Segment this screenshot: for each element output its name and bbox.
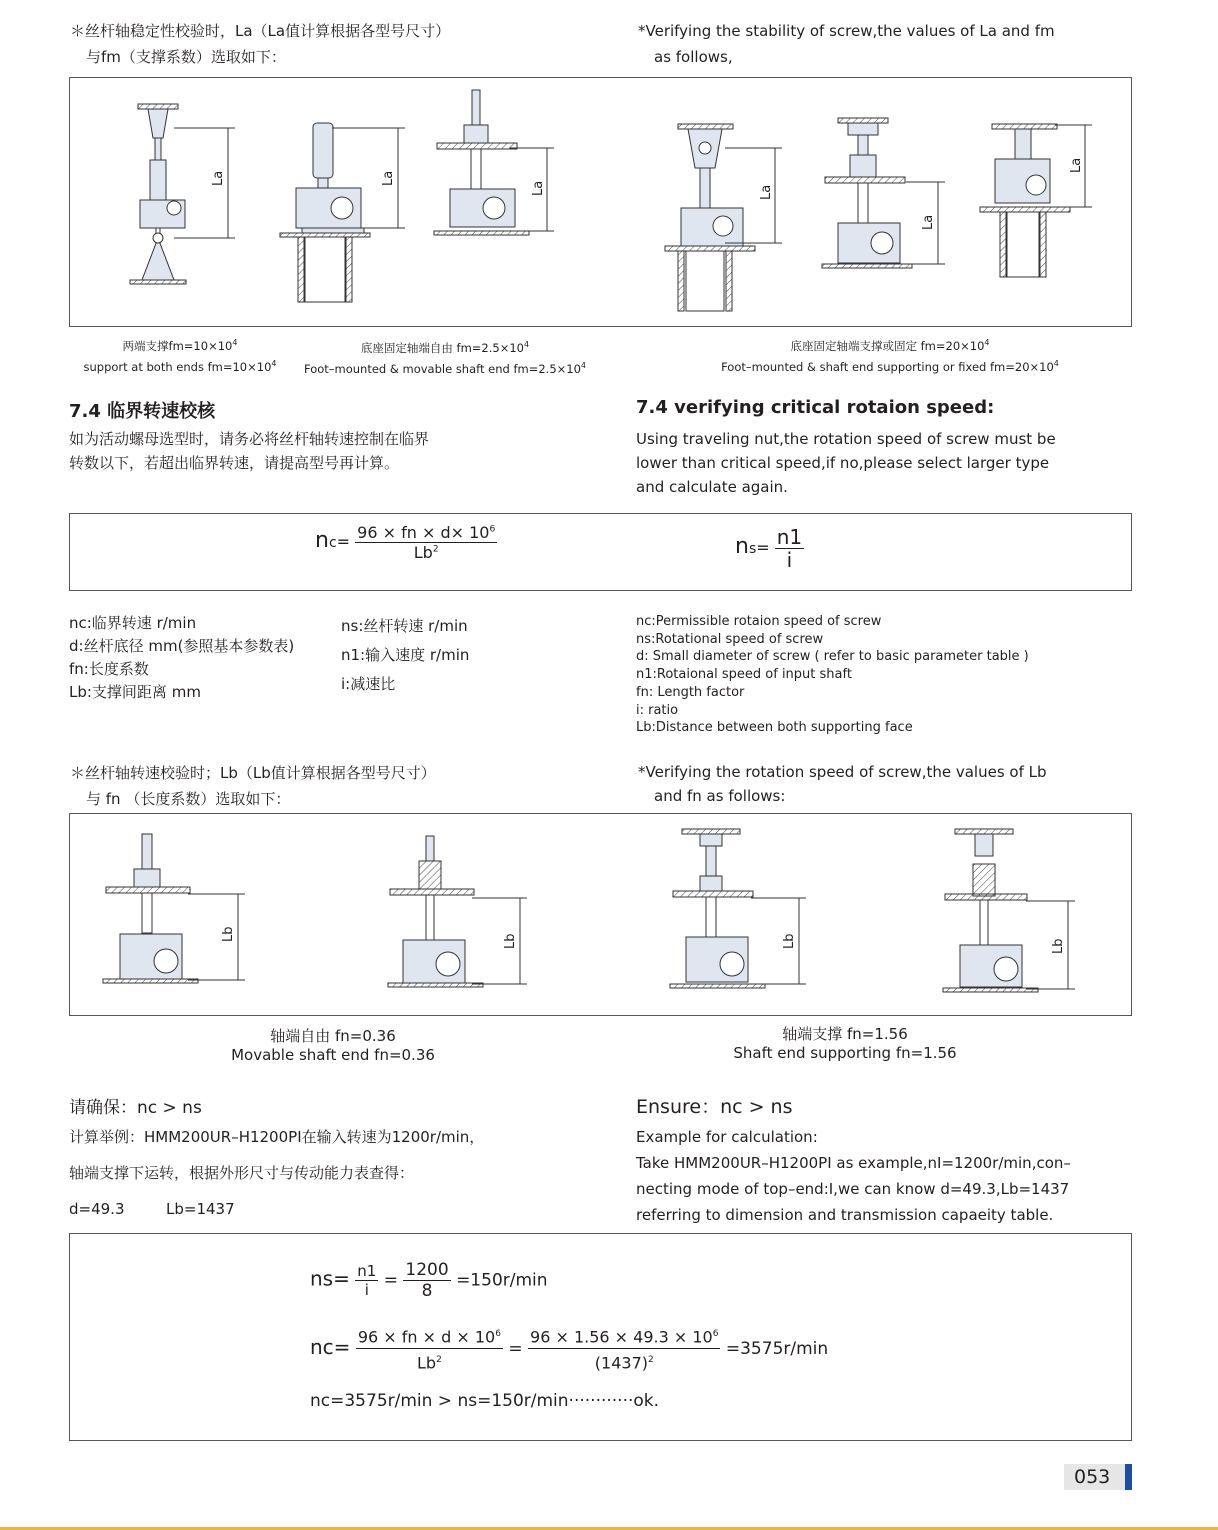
page-accent-bar [1125, 1464, 1132, 1490]
la-label: La [211, 170, 226, 186]
section-body-en-1: Using traveling nut,the rotation speed of screw must be [636, 430, 1056, 448]
page-number: 053 [1074, 1466, 1111, 1488]
formula-box [69, 513, 1132, 591]
caption-foot-free: 底座固定轴端自由 $fm=2.5\times 10^4$ Foot–mounted & movable shaft end $fm=2.5\times 10^4$ [303, 340, 587, 376]
section-title-cn: 7.4 临界转速校核 [69, 401, 216, 422]
section-title-en: 7.4 verifying critical rotaion speed: [636, 397, 995, 418]
ns-calculation: ns= $\frac{n1}{i}$ = $\frac{1200}{8}$ =150r/min [310, 1260, 548, 1301]
section-body-en-3: and calculate again. [636, 478, 788, 496]
example-cn-d: d=49.3 [69, 1200, 125, 1218]
example-cn-line1: 计算举例：HMM200UR–H1200PI在输入转速为1200r/min， [69, 1128, 485, 1146]
example-en-line3: necting mode of top–end:I,we can know d=49.3,Lb=1437 [636, 1180, 1070, 1198]
caption-movable-shaft-end: 轴端自由 fn=0.36 Movable shaft end fn=0.36 [231, 1027, 435, 1064]
section-body-cn-2: 转数以下，若超出临界转速，请提高型号再计算。 [69, 454, 400, 472]
rotation-figure-box [69, 813, 1132, 1016]
stability-diagrams [70, 78, 1133, 328]
example-cn-lb: Lb=1437 [166, 1200, 235, 1218]
rotation-note-en-line1: *Verifying the rotation speed of screw,the values of Lb [638, 763, 1047, 781]
nc-formula: nc= $\frac{96 \times fn \times d\times 10^6}{Lb^2}$ [315, 523, 496, 562]
lb-label: Lb [1051, 938, 1066, 954]
ensure-cn: 请确保：nc > ns [69, 1098, 202, 1118]
la-label: La [531, 180, 546, 196]
rotation-note-en-line2: and fn as follows: [654, 787, 786, 805]
section-body-en-2: lower than critical speed,if no,please select larger type [636, 454, 1050, 472]
lb-label: Lb [221, 926, 236, 942]
la-label: La [381, 170, 396, 186]
caption-both-ends: 两端支撑$fm=10\times 10^4$ support at both ends $fm=10\times 10^4$ [83, 338, 277, 374]
lb-label: Lb [503, 933, 518, 949]
la-label: La [759, 184, 774, 200]
example-en-line1: Example for calculation: [636, 1128, 818, 1146]
legend-en: nc:Permissible rotaion speed of screw ns:Rotational speed of screw d: Small diameter of screw ( refer to basic parameter table ) n1:Rotaional speed of input shaft fn: Length factor i: ratio Lb:Distance between both supporting face [636, 614, 1029, 736]
legend-cn-col2: ns:丝杆转速 r/min n1:输入速度 r/min i:减速比 [341, 617, 470, 693]
nc-calculation: nc= $\frac{96 \times fn \times d \times 10^6}{Lb^2}$ = $\frac{96 \times 1.56 \times 49.3 \times 10^6}{(1437)^2}$ =3575r/min [310, 1323, 828, 1375]
rotation-note-cn-line2: 与 fn （长度系数）选取如下： [86, 790, 291, 808]
section-body-cn-1: 如为活动螺母选型时，请务必将丝杆轴转速控制在临界 [69, 430, 430, 448]
ns-formula: ns= $\frac{n1}{i}$ [735, 525, 803, 572]
nc-ns-check: nc=3575r/min > ns=150r/min············ok. [310, 1391, 660, 1411]
rotation-diagrams [70, 814, 1133, 1017]
stability-note-en-line2: as follows, [654, 48, 733, 66]
lb-label: Lb [782, 933, 797, 949]
legend-cn-col1: nc:临界转速 r/min d:丝杆底径 mm(参照基本参数表) fn:长度系数 Lb:支撑间距离 mm [69, 614, 295, 701]
example-cn-line2: 轴端支撑下运转，根据外形尺寸与传动能力表查得： [69, 1164, 415, 1182]
ensure-en: Ensure：nc > ns [636, 1096, 793, 1118]
stability-note-cn-line2: 与fm（支撑系数）选取如下： [86, 48, 286, 66]
stability-note-en-line1: *Verifying the stability of screw,the values of La and fm [638, 22, 1055, 40]
caption-shaft-end-supporting: 轴端支撑 fn=1.56 Shaft end supporting fn=1.56 [733, 1025, 957, 1062]
la-label: La [1069, 157, 1084, 173]
caption-foot-supported: 底座固定轴端支撑或固定 $fm=20\times 10^4$ Foot–mounted & shaft end supporting or fixed $fm=20\times 10^4$ [721, 338, 1059, 374]
la-label: La [921, 214, 936, 230]
rotation-note-cn-line1: ＊丝杆轴转速校验时；Lb（Lb值计算根据各型号尺寸） [70, 764, 436, 782]
example-en-line4: referring to dimension and transmission capaeity table. [636, 1206, 1054, 1224]
stability-figure-box [69, 77, 1132, 327]
stability-note-cn-line1: ＊丝杆轴稳定性校验时，La（La值计算根据各型号尺寸） [70, 22, 451, 40]
example-en-line2: Take HMM200UR–H1200PI as example,nI=1200r/min,con– [636, 1154, 1071, 1172]
